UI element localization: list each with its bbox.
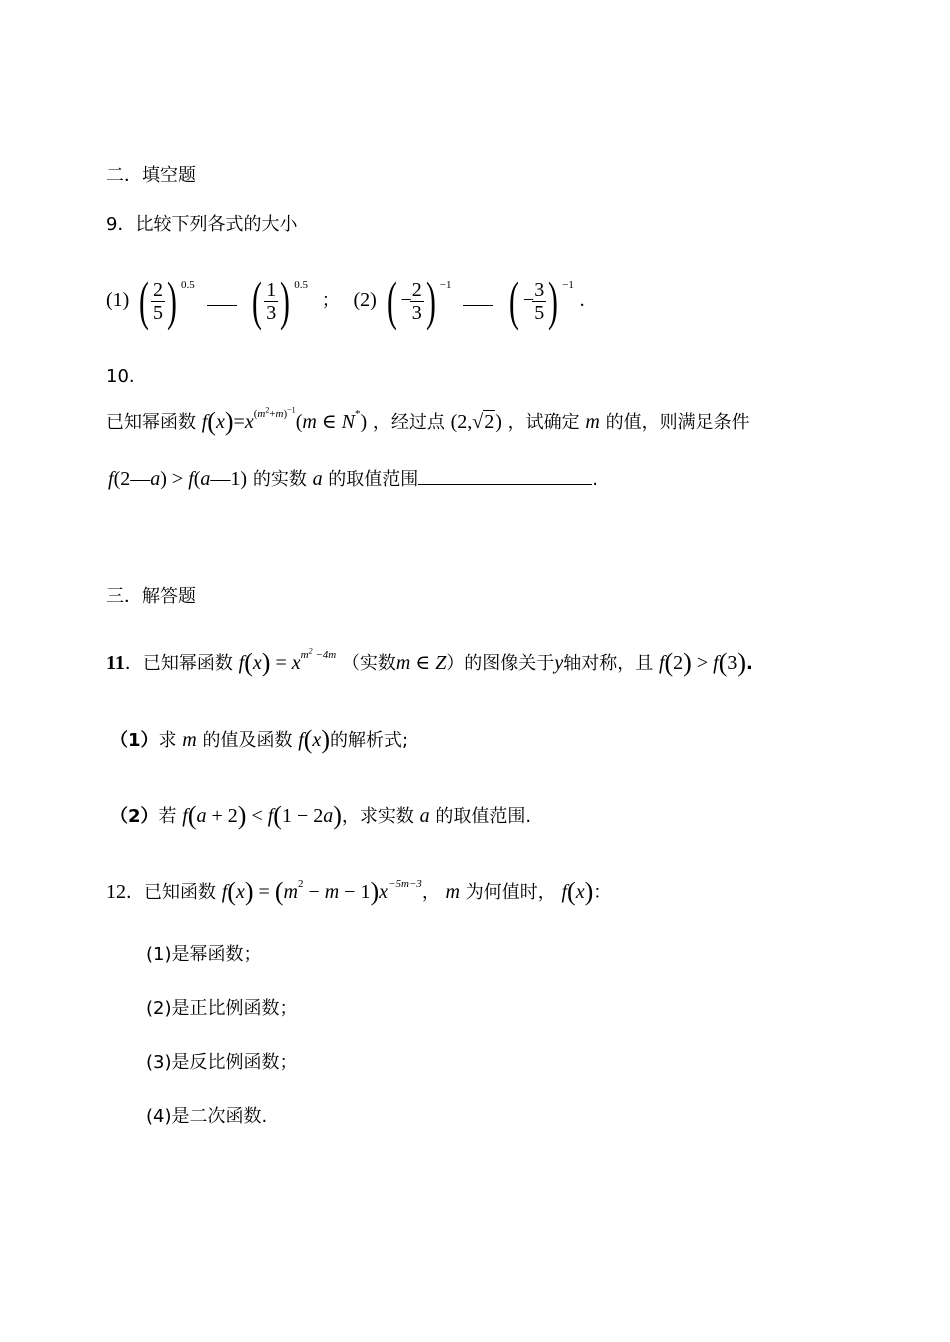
q9-part1-label: (1)	[106, 289, 130, 311]
fraction: $\frac{3}{5}$	[534, 278, 545, 324]
exponent: −1	[439, 279, 452, 291]
q11-part-2: （2）若 f(a + 2) < f(1 − 2a)，求实数 a 的取值范围.	[110, 801, 532, 830]
q9-title: 9．比较下列各式的大小	[106, 214, 298, 235]
q12-statement: 12．已知函数 $f(x) = (m^2 - m - 1)x^{-5m-3}$， m 为何值时， f(x)：	[106, 877, 612, 906]
q10-line-2: f(2—a) > f(a—1) 的实数 a 的取值范围 .	[108, 468, 599, 490]
paren-left: (	[139, 271, 150, 331]
q10-answer-blank[interactable]	[418, 466, 592, 485]
q9-expressions: (1) ( $\frac{2}{5}$ ) $^{0.5}$ ( $\frac{1}{3}$ ) $^{0.5}$ ； (2) ( − $\frac{2}{3}$ ) $^{-1}$ ( − $\frac{3}{5}$ ) $^{-1}$ .	[106, 271, 585, 331]
q12-item-1: (1)是幂函数；	[146, 944, 262, 965]
section-3-title: 三．解答题	[106, 586, 196, 607]
q11-part-1: （1）求 m 的值及函数 f(x)的解析式;	[110, 725, 409, 754]
q12-item-2: (2)是正比例函数；	[146, 998, 298, 1019]
fraction: $\frac{2}{5}$	[153, 278, 164, 324]
math-formula: f	[201, 411, 208, 433]
q12-item-3: (3)是反比例函数；	[146, 1052, 298, 1073]
fraction: $\frac{2}{3}$	[411, 278, 422, 324]
exponent: −1	[562, 279, 574, 291]
paren-right: )	[167, 271, 177, 331]
q12-item-4: (4)是二次函数.	[146, 1106, 268, 1127]
exponent: 0.5	[294, 279, 308, 291]
q9-blank-1[interactable]	[207, 291, 237, 306]
section-2-title: 二．填空题	[106, 165, 196, 186]
q10-line-1: 已知幂函数 $f(x)=x^{(m^2+m)^{-1}}(m$ ∈ N*) ，经过点 (2,√2) ，试确定 m 的值，则满足条件	[106, 405, 750, 436]
exponent: 0.5	[181, 279, 195, 291]
q9-blank-2[interactable]	[463, 291, 493, 306]
q9-part2-label: (2)	[353, 289, 377, 311]
separator: ；	[321, 290, 340, 311]
q11-statement: 11．已知幂函数 $f(x) = x^{m^2 -4m}$ （实数m ∈ Z）的图像关于y轴对称，且 f(2) > f(3).	[106, 646, 753, 677]
q10-number: 10.	[106, 366, 135, 387]
fraction: $\frac{1}{3}$	[266, 278, 277, 324]
